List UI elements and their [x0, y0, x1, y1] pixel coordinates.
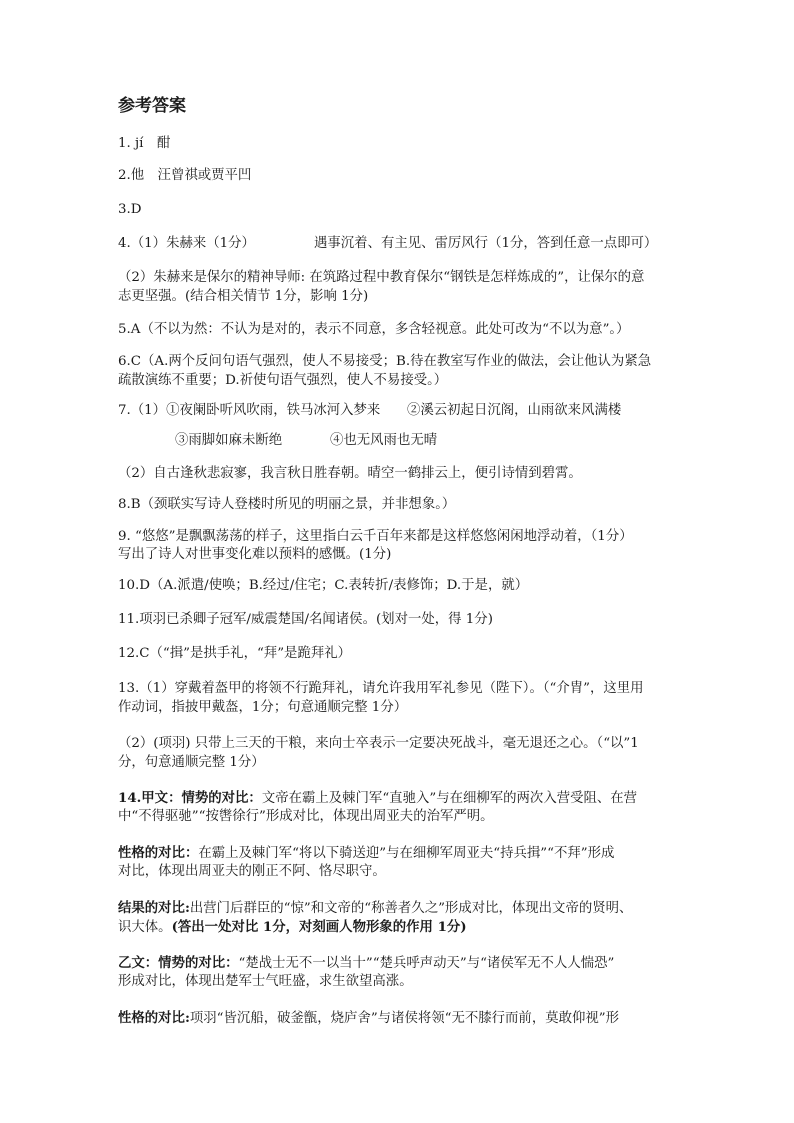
answer-13-2-line2: 分，句意通顺完整 1分）	[118, 755, 265, 770]
answer-13-1-line1: 13.（1）穿戴着盔甲的将领不行跪拜礼，请允许我用军礼参见（陛下）。（“介胄”，这里用	[118, 681, 644, 696]
answer-14-jia-situation-line2: 中“不得驱驰”“按辔徐行”形成对比，体现出周亚夫的治军严明。	[118, 809, 494, 824]
answer-14-jia-situation-label: 14.甲文：情势的对比：	[118, 790, 262, 806]
answer-6-line1: 6.C（A.两个反问句语气强烈，使人不易接受；B.待在教室写作业的做法，会让他认为紧急	[118, 354, 652, 369]
answer-14-jia-character-text: 在霸上及棘门军“将以下骑送迎”与在细柳军周亚夫“持兵揖”“不拜”形成	[198, 846, 615, 861]
answer-13-1-line2: 作动词，指披甲戴盔，1分；句意通顺完整 1分）	[118, 700, 408, 715]
answer-3: 3.D	[118, 202, 142, 217]
answer-14-jia-character	[118, 845, 614, 862]
answer-7-2: （2）自古逢秋悲寂寥，我言秋日胜春朝。晴空一鹤排云上，便引诗情到碧霄。	[118, 466, 582, 481]
answer-4-1-name: 4.（1）朱赫来（1分）	[118, 236, 255, 251]
answer-2: 2.他 汪曾祺或贾平凹	[118, 168, 252, 183]
answer-14-jia-character-line2: 对比，体现出周亚夫的刚正不阿、恪尽职守。	[118, 864, 386, 879]
answer-14-yi-situation-text: “楚战士无不一以当十”“楚兵呼声动天”与“诸侯军无不人人惴恐”	[238, 956, 615, 971]
answer-14-jia-result-text2: 识大体。	[118, 920, 172, 935]
answer-6-line2: 疏散演练不重要；D.祈使句语气强烈，使人不易接受。）	[118, 373, 448, 388]
answer-14-jia-character-label: 性格的对比：	[118, 845, 199, 861]
answer-7-1-a: 7.（1）①夜阑卧听风吹雨，铁马冰河入梦来	[118, 403, 381, 418]
answer-14-yi-situation-label: 乙文：情势的对比：	[118, 955, 239, 971]
answer-7-1-c: ③雨脚如麻未断绝	[175, 433, 283, 448]
answer-4-1-traits: 遇事沉着、有主见、雷厉风行（1分，答到任意一点即可）	[314, 236, 658, 251]
answer-14-yi-character-text: 项羽“皆沉船，破釜甑，烧庐舍”与诸侯将领“无不膝行而前，莫敢仰视”形	[189, 1011, 620, 1026]
answer-14-jia-situation	[118, 790, 637, 807]
answer-7-1-d: ④也无风雨也无晴	[330, 433, 438, 448]
answer-1: 1. jí 酣	[118, 136, 171, 151]
page-title: 参考答案	[118, 96, 186, 116]
answer-14-jia-result	[118, 900, 632, 917]
answer-14-yi-situation	[118, 955, 614, 972]
answer-14-jia-result-line2	[118, 919, 467, 936]
answer-14-jia-scoring-note: (答出一处对比 1分，对刻画人物形象的作用 1分)	[171, 919, 467, 935]
answer-12: 12.C（“揖”是拱手礼，“拜”是跪拜礼）	[118, 646, 352, 661]
answer-14-yi-character	[118, 1010, 619, 1027]
answer-13-2-line1: （2）(项羽) 只带上三天的干粮，来向士卒表示一定要决死战斗，毫无退还之心。（“以”1	[118, 736, 639, 751]
answer-7-1-b: ②溪云初起日沉阁，山雨欲来风满楼	[407, 403, 622, 418]
answer-14-jia-result-text: 出营门后群臣的“惊”和文帝的“称善者久之”形成对比，体现出文帝的贤明、	[189, 901, 633, 916]
answer-5: 5.A（不以为然：不认为是对的，表示不同意，多含轻视意。此处可改为“不以为意”。）	[118, 322, 630, 337]
answer-14-jia-situation-text: 文帝在霸上及棘门军“直驰入”与在细柳军的两次入营受阻、在营	[261, 791, 638, 806]
answer-4-2-line1: （2）朱赫来是保尔的精神导师: 在筑路过程中教育保尔“钢铁是怎样炼成的”，让保尔的意	[118, 270, 645, 285]
answer-14-yi-character-label: 性格的对比:	[118, 1010, 190, 1026]
answer-14-jia-result-label: 结果的对比:	[118, 900, 190, 916]
answer-8: 8.B（颈联实写诗人登楼时所见的明丽之景，并非想象。）	[118, 497, 456, 512]
answer-10: 10.D（A.派遣/使唤；B.经过/住宅；C.表转折/表修饰；D.于是，就）	[118, 578, 529, 593]
answer-4-2-line2: 志更坚强。(结合相关情节 1分，影响 1分)	[118, 289, 369, 304]
answer-9-line2: 写出了诗人对世事变化难以预料的感慨。(1分)	[118, 547, 392, 562]
answer-11: 11.项羽已杀卿子冠军/威震楚国/名闻诸侯。(划对一处，得 1分)	[118, 612, 493, 627]
answer-9-line1: 9. “悠悠”是飘飘荡荡的样子，这里指白云千百年来都是这样悠悠闲闲地浮动着，（1分）	[118, 529, 633, 544]
answer-14-yi-situation-line2: 形成对比，体现出楚军士气旺盛，求生欲望高涨。	[118, 974, 413, 989]
